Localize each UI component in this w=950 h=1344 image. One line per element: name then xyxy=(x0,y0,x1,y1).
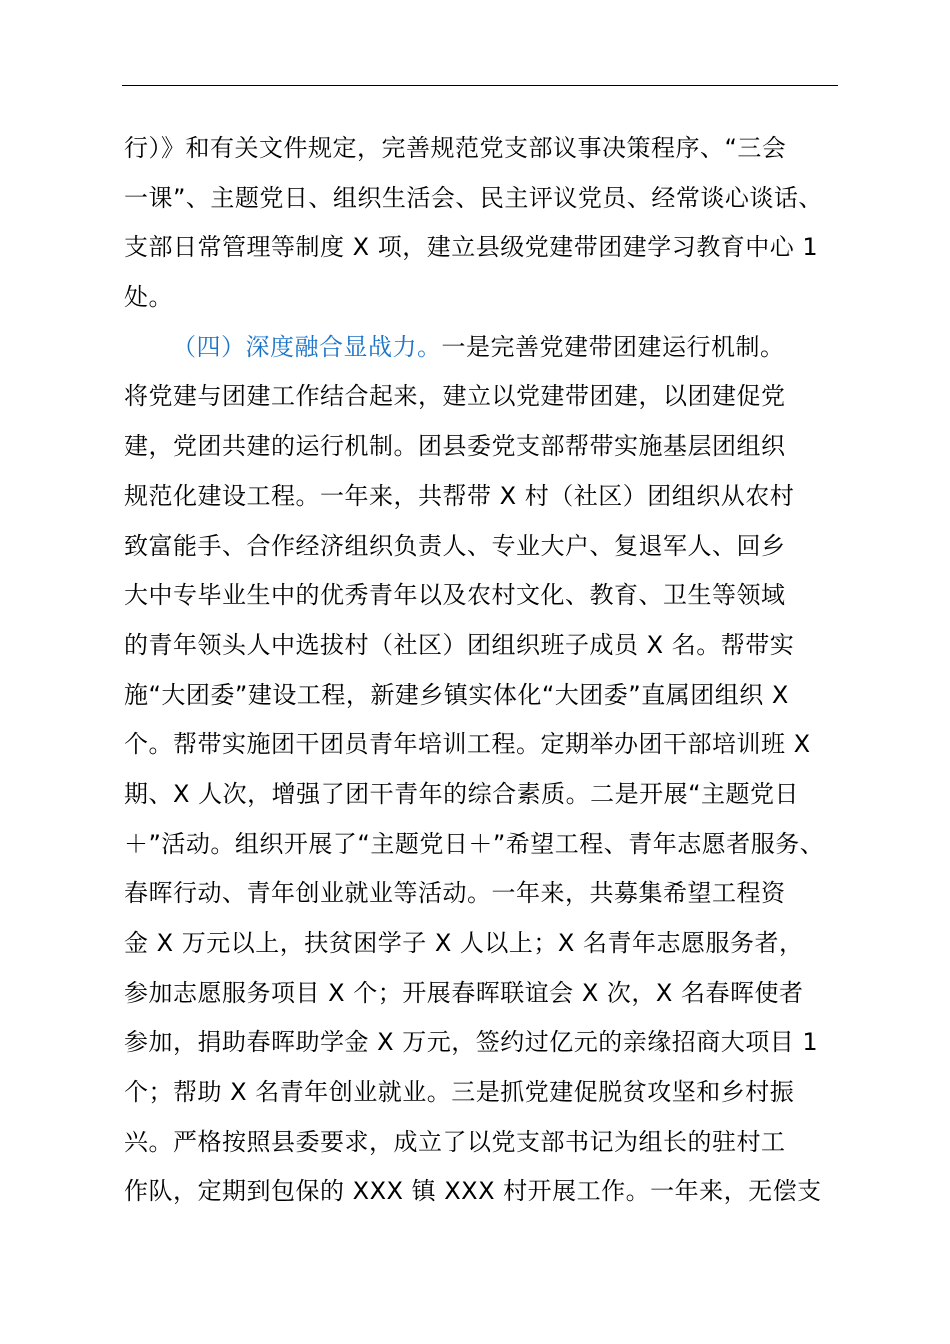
text-line-16: 春晖行动、青年创业就业等活动。一年来，共募集希望工程资 xyxy=(124,879,786,908)
text-line-10: 大中专毕业生中的优秀青年以及农村文化、教育、卫生等领域 xyxy=(124,581,786,610)
text-line-15: ＋”活动。组织开展了“主题党日＋”希望工程、青年志愿者服务、 xyxy=(124,829,825,858)
text-line-8: 规范化建设工程。一年来，共帮带 X 村（社区）团组织从农村 xyxy=(124,481,795,510)
text-line-21: 兴。严格按照县委要求，成立了以党支部书记为组长的驻村工 xyxy=(124,1127,786,1156)
text-line-12: 施“大团委”建设工程，新建乡镇实体化“大团委”直属团组织 X xyxy=(124,680,789,709)
text-line-18: 参加志愿服务项目 X 个；开展春晖联谊会 X 次，X 名春晖使者 xyxy=(124,978,804,1007)
text-line-13: 个。帮带实施团干团员青年培训工程。定期举办团干部培训班 X xyxy=(124,730,811,759)
document-body xyxy=(124,124,840,1217)
text-line-17: 金 X 万元以上，扶贫困学子 X 人以上；X 名青年志愿服务者， xyxy=(124,929,804,957)
section-heading-text: 一是完善党建带团建运行机制。 xyxy=(441,332,785,361)
text-line-14: 期、X 人次，增强了团干青年的综合素质。二是开展“主题党日 xyxy=(124,779,800,808)
text-line-20: 个；帮助 X 名青年创业就业。三是抓党建促脱贫攻坚和乡村振 xyxy=(124,1078,795,1107)
section-heading: （四）深度融合显战力。 xyxy=(172,332,442,361)
text-line-6: 将党建与团建工作结合起来，建立以党建带团建，以团建促党 xyxy=(124,382,786,411)
section-heading-line xyxy=(124,323,840,373)
text-line-7: 建，党团共建的运行机制。团县委党支部帮带实施基层团组织 xyxy=(124,432,786,461)
text-line-19: 参加，捐助春晖助学金 X 万元，签约过亿元的亲缘招商大项目 1 xyxy=(124,1028,819,1057)
text-line-4: 处。 xyxy=(124,283,173,312)
text-line-2: 一课”、主题党日、组织生活会、民主评议党员、经常谈心谈话、 xyxy=(124,183,823,212)
text-line-1: 行）》和有关文件规定，完善规范党支部议事决策程序、“三会 xyxy=(124,134,787,162)
text-line-11: 的青年领头人中选拔村（社区）团组织班子成员 X 名。帮带实 xyxy=(124,630,795,659)
text-line-22: 作队，定期到包保的 XXX 镇 XXX 村开展工作。一年来，无偿支 xyxy=(124,1177,822,1206)
header-rule xyxy=(122,85,838,86)
text-line-3: 支部日常管理等制度 X 项，建立县级党建带团建学习教育中心 1 xyxy=(124,233,819,262)
text-line-9: 致富能手、合作经济组织负责人、专业大户、复退军人、回乡 xyxy=(124,531,786,560)
